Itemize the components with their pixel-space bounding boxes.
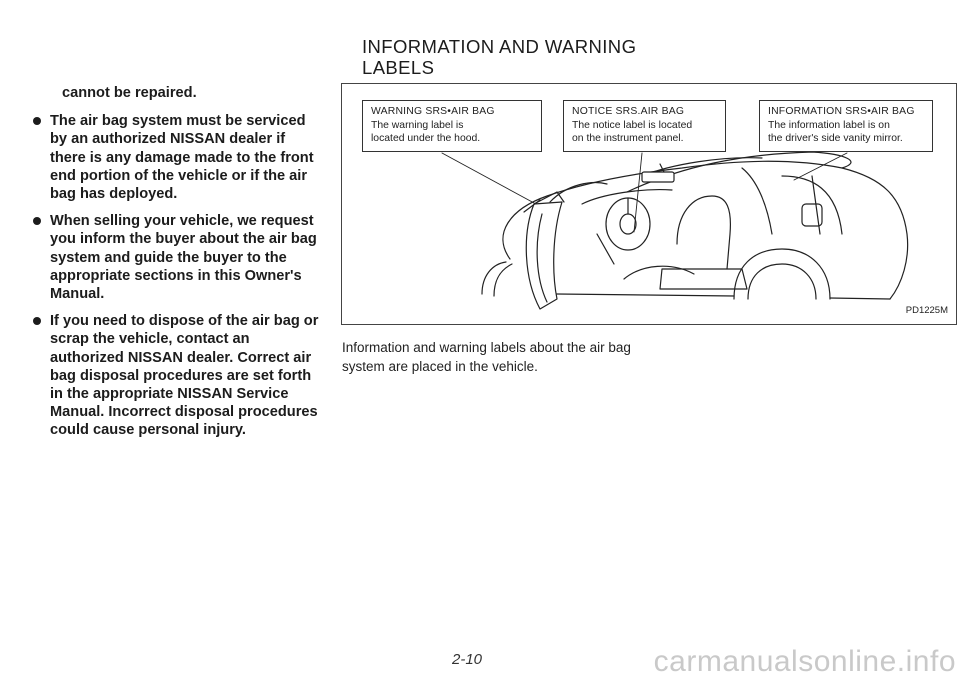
left-column [32,84,324,449]
figure-caption: Information and warning labels about the air bag system are placed in the vehicle. [342,340,631,374]
bullet-item-selling [32,212,324,303]
bullet-dot-icon [33,117,41,125]
bullet-item-disposal [32,312,324,439]
callout-line: The notice label is located [572,119,693,131]
callout-line: the driver's side vanity mirror. [768,133,903,144]
callout-notice-label [563,100,726,152]
bullet-dot-icon [33,317,41,325]
callout-line: The warning label is [371,119,464,131]
figure-code: PD1225M [905,305,948,316]
bullet-text: When selling your vehicle, we request you inform the buyer about the air bag system and guide the buyer to the appropriate sections in this Owner's Manual. [50,213,317,303]
intro-text: cannot be repaired. [62,85,197,101]
bullet-text: The air bag system must be serviced by an authorized NISSAN dealer if there is any damage made to the front end portion of the vehicle or if the air bag has deployed. [50,113,314,203]
callout-title: NOTICE SRS.AIR BAG [572,106,685,117]
page-number: 2-10 [452,651,483,668]
callout-title: INFORMATION SRS•AIR BAG [768,106,915,117]
callout-title: WARNING SRS•AIR BAG [371,106,495,117]
section-title: INFORMATION AND WARNING LABELS [362,36,637,78]
open-door [524,192,564,309]
bullet-dot-icon [33,217,41,225]
callout-line: The information label is on [768,119,890,131]
callout-warning-label [362,100,542,152]
callout-line: located under the hood. [371,133,481,144]
bullet-text: If you need to dispose of the air bag or scrap the vehicle, contact an authorized NISSAN dealer. Correct air bag disposal procedures are set forth in the appropriate NISSAN Service Manual. Incorrect disposal procedures could cause personal injury. [50,313,319,439]
leader-lines [442,153,847,232]
callout-line: on the instrument panel. [572,133,684,144]
callout-information-label [759,100,933,152]
watermark-text: carmanualsonline.info [653,645,956,678]
vehicle-label-figure [341,83,957,325]
bullet-item-service [32,112,324,203]
